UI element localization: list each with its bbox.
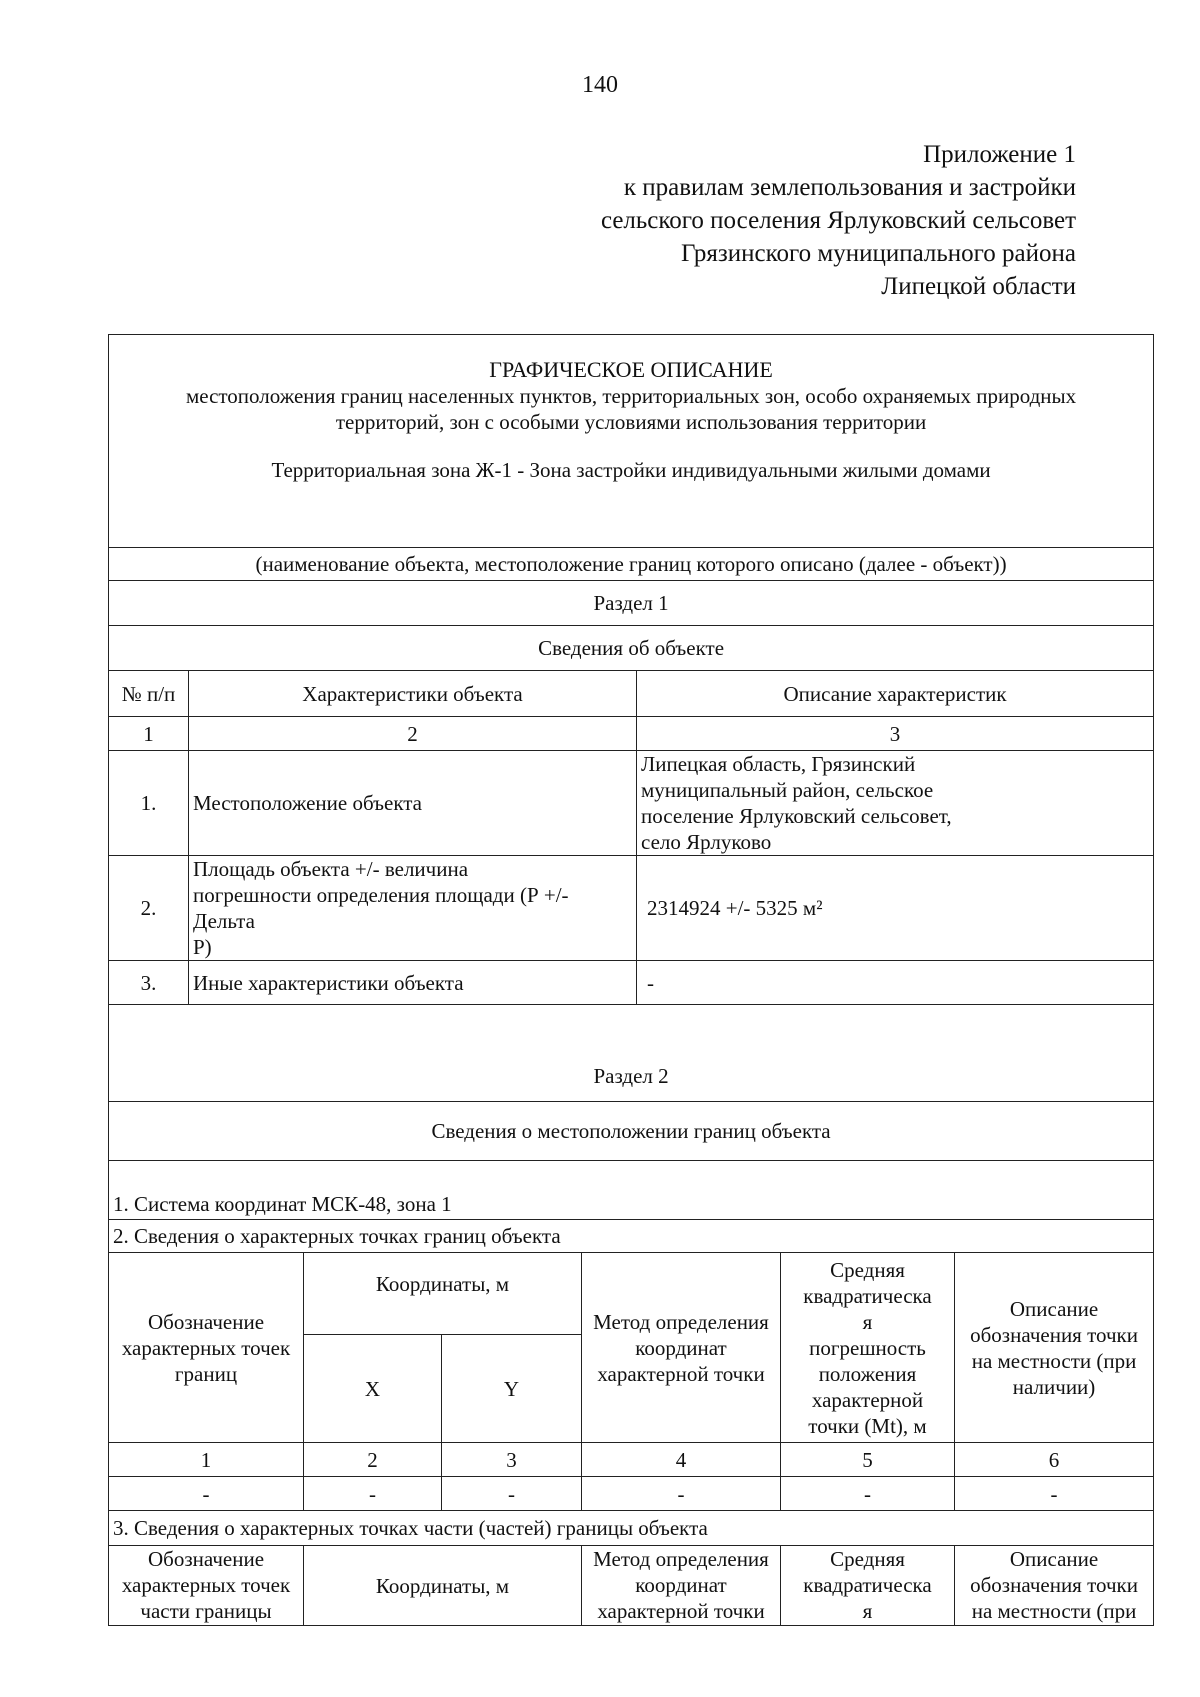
column-index: 3 (442, 1443, 582, 1477)
value-line: погрешности определения площади (Р +/- Дельта (193, 883, 569, 933)
col-header-error (781, 1253, 955, 1443)
appendix-line: к правилам землепользования и застройки (623, 174, 1076, 201)
header-line: Обозначение (147, 1547, 265, 1571)
section2-subtitle: Сведения о местоположении границ объекта (109, 1102, 1154, 1161)
col-header-coordinates: Координаты, м (304, 1253, 582, 1335)
document-subtitle: территорий, зон с особыми условиями использования территории (335, 410, 927, 434)
section1-subtitle: Сведения об объекте (109, 626, 1154, 671)
col-header-x: X (304, 1335, 442, 1443)
header-line: обозначения точки (970, 1573, 1138, 1597)
coordinate-system: 1. Система координат МСК-48, зона 1 (109, 1161, 1154, 1220)
appendix-line: Липецкой области (881, 273, 1076, 300)
header-line: Метод определения (593, 1309, 769, 1334)
value-line: село Ярлуково (641, 830, 772, 854)
appendix-line: Приложение 1 (923, 141, 1076, 168)
column-index: 5 (781, 1443, 955, 1477)
header-line: я (862, 1599, 873, 1623)
header-line: на местности (при (971, 1348, 1137, 1373)
point-cell: - (781, 1477, 955, 1511)
header-line: обозначения точки (970, 1322, 1138, 1347)
header-line: координат (635, 1335, 727, 1360)
point-cell: - (955, 1477, 1154, 1511)
column-index: 2 (304, 1443, 442, 1477)
header-line: квадратическа (803, 1573, 932, 1597)
header-line: Описание (1009, 1296, 1099, 1321)
col-header-description: Описание характеристик (637, 671, 1154, 717)
header-line: точки (Mt), м (808, 1413, 927, 1438)
header-line: положения (818, 1361, 917, 1386)
header-line: характерной точки (597, 1599, 765, 1623)
row-number: 1. (109, 751, 189, 856)
value-line: поселение Ярлуковский сельсовет, (641, 804, 952, 828)
characteristic-value: - (637, 961, 1154, 1005)
column-index: 4 (582, 1443, 781, 1477)
header-line: Описание (1009, 1547, 1099, 1571)
column-index: 6 (955, 1443, 1154, 1477)
header-line: координат (635, 1573, 727, 1597)
col-header-method (582, 1253, 781, 1443)
header-line: Обозначение (147, 1309, 265, 1334)
parts-col-designation (109, 1546, 304, 1626)
point-cell: - (582, 1477, 781, 1511)
header-line: Средняя (830, 1547, 905, 1571)
characteristic-name (189, 856, 637, 961)
parts-col-coordinates: Координаты, м (304, 1546, 582, 1626)
characteristic-value: 2314924 +/- 5325 м² (637, 856, 1154, 961)
col-header-number: № п/п (109, 671, 189, 717)
point-cell: - (304, 1477, 442, 1511)
zone-name: Территориальная зона Ж-1 - Зона застройки индивидуальными жилыми домами (271, 458, 991, 482)
header-line: Метод определения (593, 1547, 769, 1571)
points-title: 2. Сведения о характерных точках границ объекта (109, 1220, 1154, 1253)
table-row (109, 856, 1154, 961)
header-line: части границы (140, 1599, 272, 1623)
parts-col-method (582, 1546, 781, 1626)
parts-col-point-description (955, 1546, 1154, 1626)
document-title: ГРАФИЧЕСКОЕ ОПИСАНИЕ (489, 357, 773, 382)
graphic-description-table (108, 334, 1154, 1626)
parts-title: 3. Сведения о характерных точках части (частей) границы объекта (109, 1511, 1154, 1546)
row-number: 3. (109, 961, 189, 1005)
value-line: Липецкая область, Грязинский (641, 752, 916, 776)
characteristic-name: Иные характеристики объекта (189, 961, 637, 1005)
appendix-line: Грязинского муниципального района (681, 240, 1076, 267)
col-header-designation (109, 1253, 304, 1443)
characteristic-name: Местоположение объекта (189, 751, 637, 856)
col-header-point-description (955, 1253, 1154, 1443)
characteristic-value (637, 751, 1154, 856)
table-row (109, 961, 1154, 1005)
table-row (109, 751, 1154, 856)
section2-title: Раздел 2 (109, 1005, 1154, 1102)
column-index: 3 (637, 717, 1154, 751)
header-line: квадратическа (803, 1283, 932, 1308)
col-header-y: Y (442, 1335, 582, 1443)
header-line: Средняя (830, 1257, 905, 1282)
value-line: Р) (193, 935, 212, 959)
document-header (109, 335, 1154, 548)
col-header-characteristics: Характеристики объекта (189, 671, 637, 717)
column-index: 1 (109, 1443, 304, 1477)
header-line: характерных точек (121, 1573, 291, 1597)
header-line: я (862, 1309, 873, 1334)
parts-col-error (781, 1546, 955, 1626)
header-line: погрешность (809, 1335, 926, 1360)
header-line: характерных точек (121, 1335, 291, 1360)
appendix-note (601, 138, 1076, 303)
table-row (109, 1477, 1154, 1511)
value-line: Площадь объекта +/- величина (193, 857, 469, 881)
column-index: 2 (189, 717, 637, 751)
document-subtitle: местоположения границ населенных пунктов, территориальных зон, особо охраняемых природных (185, 384, 1077, 408)
appendix-line: сельского поселения Ярлуковский сельсовет (600, 207, 1076, 234)
page-number: 140 (582, 72, 618, 98)
header-line: наличии) (1012, 1374, 1096, 1399)
point-cell: - (109, 1477, 304, 1511)
header-line: характерной (811, 1387, 924, 1412)
header-line: на местности (при (971, 1599, 1137, 1623)
header-line: характерной точки (597, 1361, 765, 1386)
value-line: муниципальный район, сельское (641, 778, 934, 802)
row-number: 2. (109, 856, 189, 961)
section1-title: Раздел 1 (109, 581, 1154, 626)
point-cell: - (442, 1477, 582, 1511)
object-caption: (наименование объекта, местоположение границ которого описано (далее - объект)) (109, 548, 1154, 581)
header-line: границ (174, 1361, 238, 1386)
column-index: 1 (109, 717, 189, 751)
